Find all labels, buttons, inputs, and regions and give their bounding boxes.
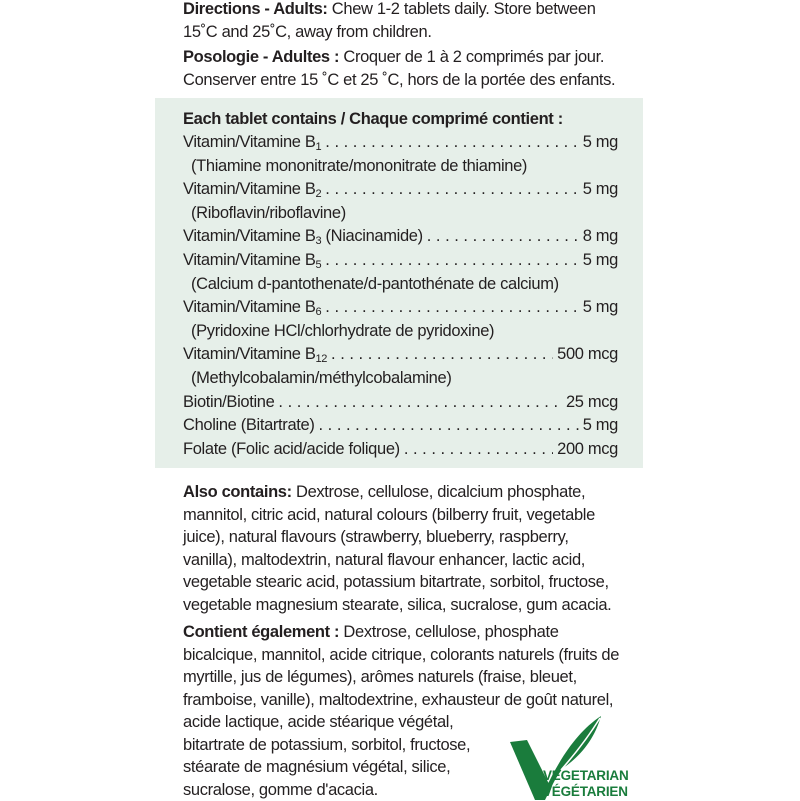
ingredient-label [183,343,327,367]
ingredient-label [183,178,321,202]
ingredients-panel [155,98,643,468]
leader-dots [325,296,578,320]
ingredient-row [183,249,618,273]
also-contains [183,481,623,616]
leader-dots [331,343,553,367]
ingredient-name: Biotin/Biotine [183,392,275,411]
ingredient-name: Vitamin/Vitamine B [183,345,316,364]
ingredient-subscript: 6 [315,306,322,319]
ingredient-row [183,343,618,367]
leader-dots [404,438,553,462]
ingredient-row [183,296,618,320]
leader-dots [278,391,562,415]
ingredient-row [183,391,618,415]
ingredient-amount: 5 mg [582,180,618,199]
directions-heading: Directions - Adults: [183,0,328,18]
contient-text-narrow: acide lactique, acide stéarique végétal, bitartrate de potassium, sorbitol, fructose, stéarate de magnésium végétal, silice, sucralose, gomme d'acacia. [183,713,471,799]
ingredient-amount: 200 mcg [557,439,618,458]
ingredient-name: Folate (Folic acid/acide folique) [183,439,400,458]
ingredient-row [183,178,618,202]
ingredient-label [183,438,400,462]
posologie-heading: Posologie - Adultes : [183,48,340,66]
also-text: Dextrose, cellulose, dicalcium phosphate, mannitol, citric acid, natural colours (bilberry fruit, vegetable juice), natural flavours (strawberry, blueberry, raspberry, vanilla), maltodextrin, natural flavour enhancer, lactic acid, vegetable stearic acid, potassium bitartrate, sorbitol, fructose, vegetable magnesium stearate, silica, sucralose, gum acacia. [183,483,612,614]
ingredient-subscript: 5 [315,258,322,271]
ingredient-label [183,225,423,249]
panel-title: Each tablet contains / Chaque comprimé contient : [183,110,563,128]
ingredient-note: (Methylcobalamin/méthylcobalamine) [191,368,452,387]
ingredient-label [183,131,321,155]
contient-text-wide: Dextrose, cellulose, phosphate bicalcique, mannitol, acide citrique, colorants naturels (fruits de myrtille, jus de légumes), arômes naturels (fraise, bleuet, framboise, vanille), maltodextrine, exhausteur de goût naturel, [183,623,620,709]
leader-dots [325,178,578,202]
ingredient-amount: 500 mcg [557,345,618,364]
leader-dots [318,414,578,438]
ingredient-amount: 5 mg [582,250,618,269]
ingredient-row [183,438,618,462]
also-heading: Also contains: [183,483,292,501]
ingredient-name: Vitamin/Vitamine B [183,180,316,199]
ingredient-note: (Riboflavin/riboflavine) [191,203,346,222]
ingredient-amount: 5 mg [582,416,618,435]
ingredient-amount: 25 mcg [565,392,618,411]
ingredient-label [183,391,274,415]
ingredient-row [183,131,618,155]
ingredient-name: Vitamin/Vitamine B [183,298,316,317]
leader-dots [427,225,579,249]
ingredient-note: (Thiamine mononitrate/mononitrate de thiamine) [191,156,528,175]
contient-heading: Contient également : [183,623,340,641]
ingredient-subscript: 3 [315,235,322,248]
ingredient-subscript: 2 [315,188,322,201]
ingredient-subscript: 1 [315,141,322,153]
ingredient-name: Vitamin/Vitamine B [183,227,316,246]
leader-dots [325,249,578,273]
ingredient-note: (Pyridoxine HCl/chlorhydrate de pyridoxine) [191,321,495,340]
posologie-adultes [183,46,623,91]
ingredient-name: Vitamin/Vitamine B [183,250,316,269]
ingredient-subscript: 12 [315,353,328,366]
ingredient-row [183,225,618,249]
ingredient-note: (Calcium d-pantothenate/d-pantothénate de calcium) [191,274,559,293]
ingredient-label [183,414,314,438]
leader-dots [325,131,578,155]
logo-text-vegetarien: VÉGÉTARIEN [543,784,628,799]
ingredient-name: Vitamin/Vitamine B [183,133,316,151]
directions-text: Chew 1-2 tablets daily. Store between 15˚C and 25˚C, away from children. [183,0,596,41]
ingredient-row [183,414,618,438]
ingredient-label [183,296,321,320]
ingredient-amount: 5 mg [582,298,618,317]
directions-adults [183,0,623,43]
ingredient-label [183,249,321,273]
ingredient-name: Choline (Bitartrate) [183,416,315,435]
ingredient-amount: 8 mg [582,227,618,246]
logo-text-vegetarian: VEGETARIAN [543,768,629,783]
posologie-text: Croquer de 1 à 2 comprimés par jour. Conserver entre 15 ˚C et 25 ˚C, hors de la portée des enfants. [183,48,616,89]
ingredient-extra: (Niacinamide) [321,227,423,246]
ingredient-amount: 5 mg [582,133,618,151]
